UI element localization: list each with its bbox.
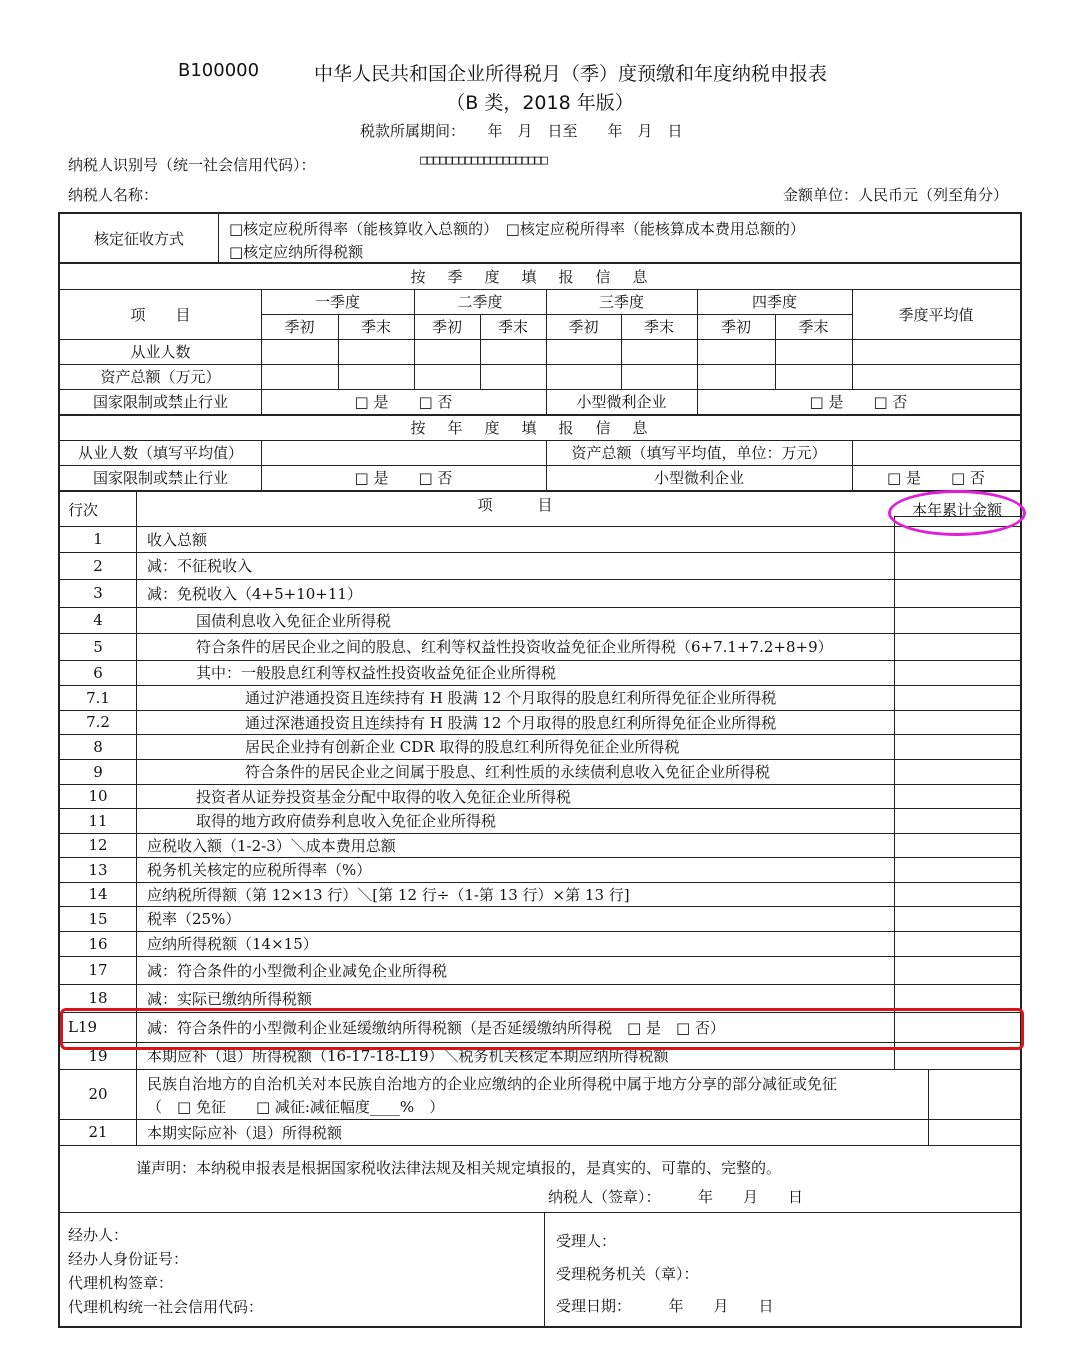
row-number: 7.1 (86, 688, 110, 707)
row-amount-cell[interactable] (895, 552, 1019, 579)
quarter-1-header: 一季度 (314, 293, 360, 311)
q3-end-header: 季末 (643, 318, 674, 336)
row-item-text: 符合条件的居民企业之间的股息、红利等权益性投资收益免征企业所得税（6+7.1+7.2+8+9） (196, 638, 833, 656)
row-number: 4 (93, 611, 103, 629)
row-number: 14 (88, 885, 108, 903)
row-item-text: 税率（25%） (147, 910, 241, 928)
row-item-text: 减：符合条件的小型微利企业延缓缴纳所得税额（是否延缓缴纳所得税 □ 是 □ 否） (147, 1018, 725, 1037)
row-number: 15 (88, 909, 108, 928)
row-21-number: 21 (88, 1123, 108, 1141)
annual-restricted-choice[interactable]: □ 是 □ 否 (354, 469, 453, 487)
annual-assets-label: 资产总额（填写平均值，单位：万元） (571, 444, 827, 462)
quarterly-employees-label: 从业人数 (130, 343, 191, 361)
annual-employees-label: 从业人数（填写平均值） (77, 444, 243, 462)
row-number: 9 (93, 762, 103, 781)
row-number: 8 (93, 737, 103, 756)
amount-header-circle-annotation (888, 490, 1026, 536)
grid-hline (60, 1069, 1020, 1070)
row-item-text: 应纳税所得额（第 12×13 行）＼[第 12 行÷（1-第 13 行）×第 13 行] (147, 885, 630, 904)
row-item-text: 税务机关核定的应税所得率（%） (147, 861, 372, 879)
row-amount-cell[interactable] (895, 710, 1019, 734)
tax-office-label: 受理税务机关（章）： (556, 1265, 699, 1283)
form-code: B100000 (178, 60, 260, 81)
taxpayer-signature-line: 纳税人（签章）： 年 月 日 (548, 1188, 804, 1206)
row-20-text-line2[interactable]: （ □ 免征 □ 减征:减征幅度____% ） (147, 1097, 445, 1116)
q1-end-header: 季末 (360, 318, 391, 336)
quarter-4-header: 四季度 (751, 293, 797, 311)
row-item-text: 收入总额 (147, 530, 208, 549)
q3-start-header: 季初 (568, 318, 599, 336)
method-label: 核定征收方式 (93, 229, 184, 248)
row-number: 19 (88, 1046, 108, 1065)
row-item-text: 减：符合条件的小型微利企业减免企业所得税 (147, 961, 448, 980)
declaration-text: 谨声明：本纳税申报表是根据国家税收法律法规及相关规定填报的，是真实的、可靠的、完整的。 (136, 1159, 782, 1177)
q4-end-header: 季末 (798, 318, 829, 336)
col-item: 项 目 (477, 495, 553, 514)
row-amount-cell[interactable] (895, 660, 1019, 685)
row-item-text: 投资者从证券投资基金分配中取得的收入免征企业所得税 (196, 787, 572, 806)
row-item-text: 符合条件的居民企业之间属于股息、红利性质的永续债利息收入免征企业所得税 (245, 763, 771, 781)
agency-seal-label: 代理机构签章： (68, 1274, 174, 1292)
row-number: L19 (68, 1018, 98, 1036)
grid-vline (544, 1212, 545, 1326)
annual-small-choice[interactable]: □ 是 □ 否 (887, 469, 985, 487)
row-item-text: 居民企业持有创新企业 CDR 取得的股息红利所得免征企业所得税 (245, 738, 680, 756)
row-amount-cell[interactable] (895, 633, 1019, 660)
q1-start-header: 季初 (284, 318, 315, 336)
handler-label: 经办人： (68, 1226, 129, 1244)
receiver-label: 受理人： (556, 1232, 617, 1250)
row-number: 6 (93, 663, 103, 682)
row-amount-cell[interactable] (895, 931, 1019, 956)
row-number: 12 (88, 836, 108, 854)
quarterly-restricted-label: 国家限制或禁止行业 (92, 393, 228, 411)
q2-end-header: 季末 (497, 318, 528, 336)
row-item-text: 减：实际已缴纳所得税额 (147, 989, 313, 1008)
form-subtitle: （B 类，2018 年版） (446, 92, 634, 114)
row-amount-cell[interactable] (895, 808, 1019, 833)
quarter-average-header: 季度平均值 (898, 305, 974, 324)
row-number: 10 (88, 787, 108, 805)
row-number: 11 (88, 811, 108, 830)
quarterly-item-header: 项 目 (130, 305, 191, 324)
row-amount-cell[interactable] (895, 685, 1019, 710)
quarterly-small-choice[interactable]: □ 是 □ 否 (809, 393, 908, 411)
handler-id-label: 经办人身份证号： (68, 1250, 189, 1268)
row-number: 7.2 (86, 713, 110, 731)
method-option-2[interactable]: □核定应纳所得税额 (229, 242, 364, 261)
agency-code-label: 代理机构统一社会信用代码： (68, 1298, 264, 1316)
row-amount-cell[interactable] (895, 956, 1019, 984)
form-title: 中华人民共和国企业所得税月（季）度预缴和年度纳税申报表 (314, 63, 828, 85)
row-amount-cell[interactable] (895, 857, 1019, 882)
col-annual-amount: 本年累计金额 (911, 500, 1002, 519)
taxpayer-name-label: 纳税人名称： (68, 186, 159, 204)
quarterly-small-label: 小型微利企业 (576, 393, 667, 411)
row-amount-cell[interactable] (895, 734, 1019, 759)
taxpayer-id-label: 纳税人识别号（统一社会信用代码）： (68, 156, 316, 174)
row-item-text: 应税收入额（1-2-3）＼成本费用总额 (147, 836, 396, 855)
row-item-text: 应纳所得税额（14×15） (147, 935, 318, 953)
row-amount-cell[interactable] (895, 833, 1019, 857)
row-number: 17 (88, 961, 108, 979)
row-number: 5 (93, 637, 103, 656)
quarterly-restricted-choice[interactable]: □ 是 □ 否 (354, 393, 453, 411)
row-item-text: 取得的地方政府债券利息收入免征企业所得税 (196, 812, 497, 830)
grid-vline (218, 214, 219, 262)
row-l19-highlight-annotation (60, 1008, 1024, 1050)
row-item-text: 其中：一般股息红利等权益性投资收益免征企业所得税 (196, 664, 557, 682)
row-number: 13 (88, 860, 108, 879)
row-21-text: 本期实际应补（退）所得税额 (147, 1123, 343, 1142)
row-amount-cell[interactable] (895, 607, 1019, 633)
amount-unit-label: 金额单位：人民币元（列至角分） (782, 186, 1008, 204)
row-item-text: 通过沪港通投资且连续持有 H 股满 12 个月取得的股息红利所得免征企业所得税 (245, 689, 777, 707)
receive-date-label: 受理日期： 年 月 日 (556, 1297, 774, 1315)
row-number: 16 (88, 934, 108, 953)
grid-vline (928, 1069, 929, 1145)
q4-start-header: 季初 (720, 318, 751, 336)
grid-hline (58, 1326, 1022, 1328)
quarterly-section-title: 按季度填报信息 (410, 268, 670, 286)
row-amount-cell[interactable] (895, 906, 1019, 931)
row-20-text-line1: 民族自治地方的自治机关对本民族自治地方的企业应缴纳的企业所得税中属于地方分享的部分减征或免征 (147, 1074, 838, 1093)
row-number: 3 (93, 584, 103, 602)
row-number: 2 (93, 556, 103, 575)
row-amount-cell[interactable] (895, 759, 1019, 784)
grid-hline (60, 1212, 1020, 1213)
row-amount-cell[interactable] (895, 882, 1019, 906)
col-row-number: 行次 (68, 500, 99, 519)
quarter-2-header: 二季度 (457, 293, 503, 311)
row-item-text: 减：免税收入（4+5+10+11） (147, 584, 362, 603)
row-amount-cell[interactable] (895, 579, 1019, 607)
row-item-text: 国债利息收入免征企业所得税 (196, 611, 392, 630)
row-item-text: 通过深港通投资且连续持有 H 股满 12 个月取得的股息红利所得免征企业所得税 (245, 713, 777, 732)
quarter-3-header: 三季度 (598, 293, 644, 311)
grid-vline (1020, 212, 1022, 1328)
quarterly-assets-label: 资产总额（万元） (100, 368, 221, 386)
row-number: 1 (93, 530, 103, 548)
row-item-text: 本期应补（退）所得税额（16-17-18-L19）＼税务机关核定本期应纳所得税额 (147, 1047, 669, 1065)
row-number: 18 (88, 989, 108, 1007)
taxpayer-id-boxes[interactable]: □□□□□□□□□□□□□□□□□□□□ (420, 153, 547, 168)
row-20-number: 20 (88, 1085, 108, 1103)
grid-hline (60, 1145, 1020, 1146)
row-amount-cell[interactable] (895, 784, 1019, 808)
annual-section-title: 按年度填报信息 (410, 419, 670, 437)
row-item-text: 减：不征税收入 (147, 557, 253, 575)
annual-restricted-label: 国家限制或禁止行业 (92, 469, 228, 487)
method-option-1[interactable]: □核定应税所得率（能核算收入总额的） □核定应税所得率（能核算成本费用总额的） (229, 219, 805, 238)
tax-period-label: 税款所属期间： 年 月 日至 年 月 日 (360, 122, 683, 140)
q2-start-header: 季初 (431, 318, 462, 336)
annual-small-label: 小型微利企业 (653, 469, 744, 487)
